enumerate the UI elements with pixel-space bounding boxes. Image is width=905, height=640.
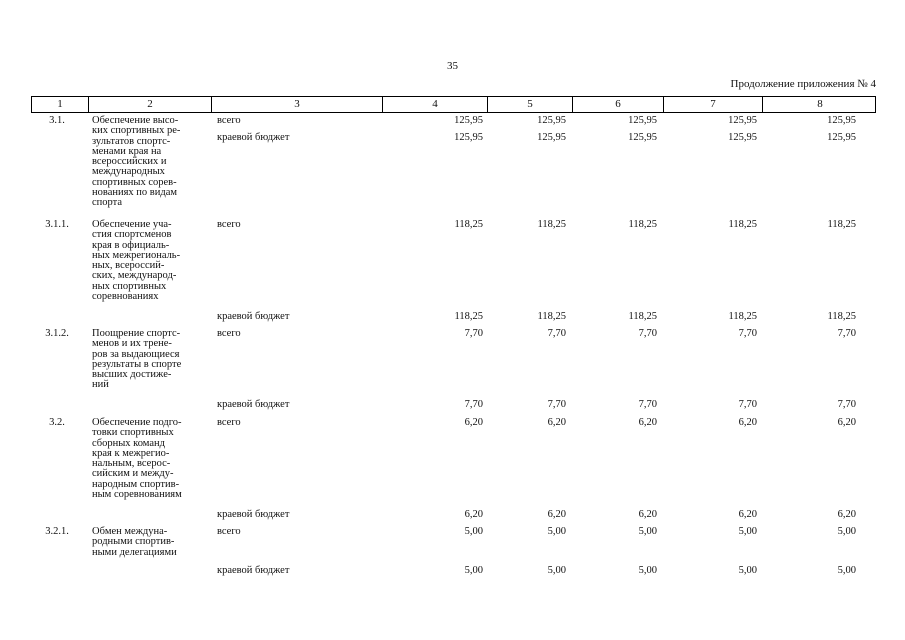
row-value: 5,00 [638, 526, 657, 537]
row-name-line: зультатов спортс- [92, 135, 171, 147]
row-value: 118,25 [728, 219, 757, 230]
row-value: 125,95 [537, 115, 566, 126]
row-value: 5,00 [738, 526, 757, 537]
row-name-line: края к межрегио- [92, 447, 170, 459]
row-value: 7,70 [638, 328, 657, 339]
table-header [31, 96, 876, 113]
row-value: 125,95 [454, 132, 483, 143]
row-number: 3.2.1. [45, 526, 69, 537]
row-value: 5,00 [837, 565, 856, 576]
row-value: 125,95 [728, 115, 757, 126]
row-value: 7,70 [738, 328, 757, 339]
row-name-line: ных, всероссий- [92, 260, 165, 272]
row-name [92, 527, 217, 558]
row-name-line: менов и их трене- [92, 338, 172, 350]
row-budget-label: всего [217, 417, 241, 428]
row-name [92, 329, 217, 391]
row-value: 7,70 [738, 399, 757, 410]
header-cell-3: 3 [212, 97, 383, 112]
header-cell-2: 2 [89, 97, 212, 112]
row-number: 3.1.1. [45, 219, 69, 230]
row-value: 125,95 [454, 115, 483, 126]
header-cell-1: 1 [32, 97, 89, 112]
header-cell-8: 8 [817, 98, 823, 110]
header-cell-6: 6 [573, 97, 664, 112]
row-name [92, 220, 217, 302]
row-name-line: народным спортив- [92, 478, 180, 490]
page-number: 35 [447, 60, 458, 72]
row-name-line: спорта [92, 197, 123, 209]
row-value: 7,70 [837, 328, 856, 339]
row-value: 5,00 [547, 565, 566, 576]
row-name-line: ных межрегиональ- [92, 249, 181, 261]
row-value: 6,20 [837, 417, 856, 428]
row-value: 7,70 [638, 399, 657, 410]
row-name-line: ских, международ- [92, 270, 177, 282]
row-name-line: международных [92, 166, 165, 178]
row-value: 7,70 [547, 328, 566, 339]
row-name-line: родными спортив- [92, 536, 175, 548]
row-value: 118,25 [454, 219, 483, 230]
row-value: 6,20 [738, 417, 757, 428]
row-budget-label: всего [217, 328, 241, 339]
row-name [92, 116, 217, 209]
row-value: 118,25 [827, 311, 856, 322]
row-name-line: высших достижe- [92, 369, 172, 381]
row-value: 5,00 [464, 565, 483, 576]
row-name-line: Обеспечение высо- [92, 115, 179, 126]
row-name-line: ных спортивных [92, 280, 167, 292]
row-name-line: сийским и между- [92, 468, 174, 480]
row-name-line: сборных команд [92, 437, 165, 449]
row-value: 118,25 [454, 311, 483, 322]
row-value: 118,25 [728, 311, 757, 322]
row-name-line: ких спортивных ре- [92, 125, 181, 137]
continuation-note: Продолжение приложения № 4 [730, 78, 876, 90]
row-budget-label: краевой бюджет [217, 565, 290, 576]
row-name-line: всероссийских и [92, 156, 167, 168]
row-value: 5,00 [738, 565, 757, 576]
row-budget-label: краевой бюджет [217, 399, 290, 410]
row-name-line: нованиях по видам [92, 187, 178, 199]
row-value: 7,70 [837, 399, 856, 410]
row-name-line: Обеспечение подго- [92, 417, 182, 428]
row-value: 125,95 [827, 115, 856, 126]
row-value: 7,70 [547, 399, 566, 410]
row-value: 6,20 [547, 509, 566, 520]
row-value: 6,20 [547, 417, 566, 428]
row-name-line: товки спортивных [92, 427, 174, 439]
row-value: 125,95 [728, 132, 757, 143]
header-cell-4: 4 [383, 97, 488, 112]
row-value: 5,00 [837, 526, 856, 537]
row-name-line: Обеспечение уча- [92, 219, 172, 230]
row-name-line: стия спортсменов [92, 229, 172, 241]
row-value: 7,70 [464, 328, 483, 339]
row-name-line: ний [92, 379, 109, 391]
row-value: 125,95 [827, 132, 856, 143]
row-value: 118,25 [827, 219, 856, 230]
row-name-line: соревнованиях [92, 291, 159, 303]
row-value: 7,70 [464, 399, 483, 410]
row-value: 6,20 [464, 509, 483, 520]
row-budget-label: всего [217, 219, 241, 230]
row-budget-label: краевой бюджет [217, 132, 290, 143]
row-number: 3.2. [49, 417, 65, 428]
row-value: 118,25 [628, 219, 657, 230]
row-name-line: менами края на [92, 145, 162, 157]
row-name-line: края в официаль- [92, 239, 170, 251]
row-name-line: ров за выдающиеся [92, 348, 180, 360]
row-budget-label: краевой бюджет [217, 509, 290, 520]
header-cell-5: 5 [488, 97, 573, 112]
row-value: 125,95 [628, 132, 657, 143]
row-value: 5,00 [638, 565, 657, 576]
row-number: 3.1. [49, 115, 65, 126]
row-value: 6,20 [638, 417, 657, 428]
row-number: 3.1.2. [45, 328, 69, 339]
row-value: 118,25 [537, 311, 566, 322]
row-value: 125,95 [537, 132, 566, 143]
row-name-line: спортивных сорев- [92, 176, 177, 188]
row-budget-label: краевой бюджет [217, 311, 290, 322]
row-value: 6,20 [638, 509, 657, 520]
row-value: 5,00 [464, 526, 483, 537]
row-value: 125,95 [628, 115, 657, 126]
row-name-line: ным соревнованиям [92, 489, 182, 501]
row-value: 6,20 [738, 509, 757, 520]
row-value: 118,25 [537, 219, 566, 230]
row-name-line: ными делегациями [92, 546, 177, 558]
row-value: 6,20 [464, 417, 483, 428]
row-value: 6,20 [837, 509, 856, 520]
header-cell-7: 7 [664, 97, 763, 112]
row-name-line: результаты в спорте [92, 358, 182, 370]
row-budget-label: всего [217, 526, 241, 537]
row-name-line: нальным, всерос- [92, 458, 171, 470]
row-budget-label: всего [217, 115, 241, 126]
row-value: 118,25 [628, 311, 657, 322]
row-name [92, 418, 217, 500]
row-name-line: Обмен междуна- [92, 526, 168, 537]
row-name-line: Поощрение спортс- [92, 328, 181, 339]
row-value: 5,00 [547, 526, 566, 537]
